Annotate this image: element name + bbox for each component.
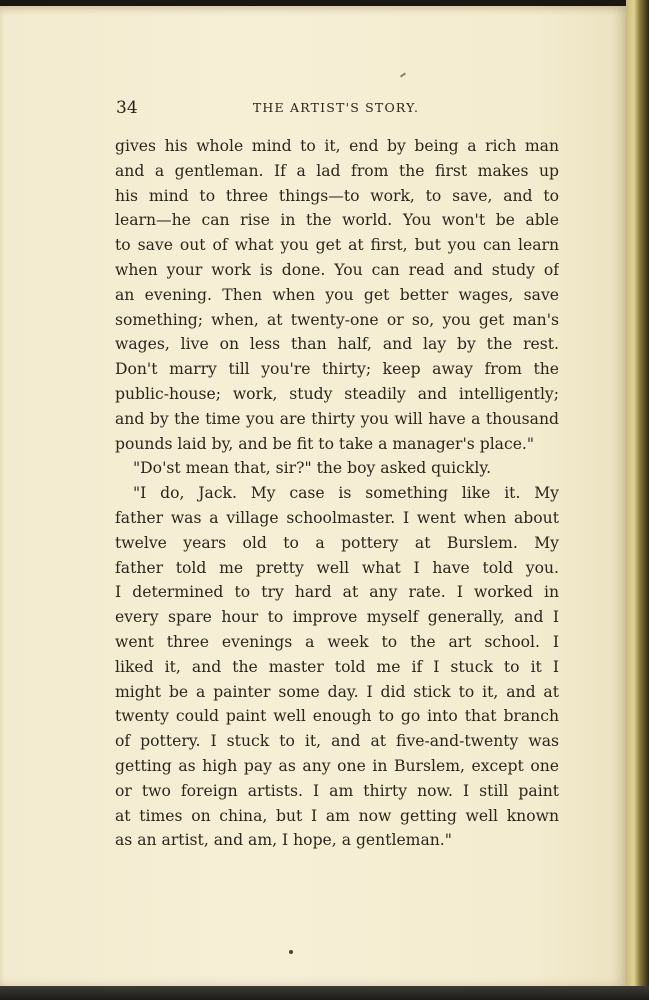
- running-head: THE ARTIST'S STORY.: [252, 100, 420, 115]
- text-line: at times on china, but I am now getting well known: [115, 806, 559, 825]
- text-line: to save out of what you get at first, but you can learn: [115, 236, 559, 255]
- text-line: went three evenings a week to the art school. I: [115, 632, 559, 651]
- stray-dot: [289, 950, 293, 954]
- text-line: or two foreign artists. I am thirty now. I still paint: [115, 781, 559, 800]
- text-line: his mind to three things—to work, to save, and to: [115, 186, 559, 205]
- text-line: "Do'st mean that, sir?" the boy asked quickly.: [133, 459, 492, 478]
- text-line: an evening. Then when you get better wages, save: [115, 285, 559, 304]
- text-line: when your work is done. You can read and study of: [115, 260, 559, 279]
- text-line: of pottery. I stuck to it, and at five-and-twenty was: [115, 732, 559, 751]
- text-line: and by the time you are thirty you will have a thousand: [115, 409, 559, 428]
- text-line: as an artist, and am, I hope, a gentleman.": [115, 831, 452, 850]
- body-text: [115, 134, 559, 853]
- text-line: might be a painter some day. I did stick to it, and at: [115, 682, 559, 701]
- text-line: and a gentleman. If a lad from the first makes up: [115, 161, 559, 180]
- text-line: I determined to try hard at any rate. I worked in: [115, 583, 559, 602]
- page-header: [116, 98, 556, 120]
- page-number: 34: [116, 98, 138, 118]
- text-line: "I do, Jack. My case is something like it. My: [133, 484, 559, 503]
- page-edge-right: [626, 0, 649, 1000]
- text-line: wages, live on less than half, and lay by the rest.: [115, 335, 559, 354]
- text-line: father told me pretty well what I have told you.: [115, 558, 559, 577]
- text-line: every spare hour to improve myself generally, and I: [115, 608, 559, 627]
- text-line: twelve years old to a pottery at Burslem. My: [115, 533, 559, 552]
- text-line: twenty could paint well enough to go into that branch: [115, 707, 559, 726]
- text-line: getting as high pay as any one in Burslem, except one: [115, 756, 559, 775]
- stray-mark: [400, 72, 406, 77]
- text-line: liked it, and the master told me if I stuck to it I: [115, 657, 559, 676]
- text-line: learn—he can rise in the world. You won't be able: [115, 211, 559, 230]
- book-page: [0, 6, 626, 986]
- text-line: pounds laid by, and be fit to take a manager's place.": [115, 434, 535, 453]
- text-line: father was a village schoolmaster. I went when about: [115, 508, 559, 527]
- text-line: something; when, at twenty-one or so, you get man's: [115, 310, 559, 329]
- text-line: Don't marry till you're thirty; keep away from the: [115, 360, 559, 379]
- page-edge-bottom: [0, 986, 649, 1000]
- text-line: public-house; work, study steadily and intelligently;: [115, 384, 559, 403]
- text-line: gives his whole mind to it, end by being a rich man: [115, 137, 559, 155]
